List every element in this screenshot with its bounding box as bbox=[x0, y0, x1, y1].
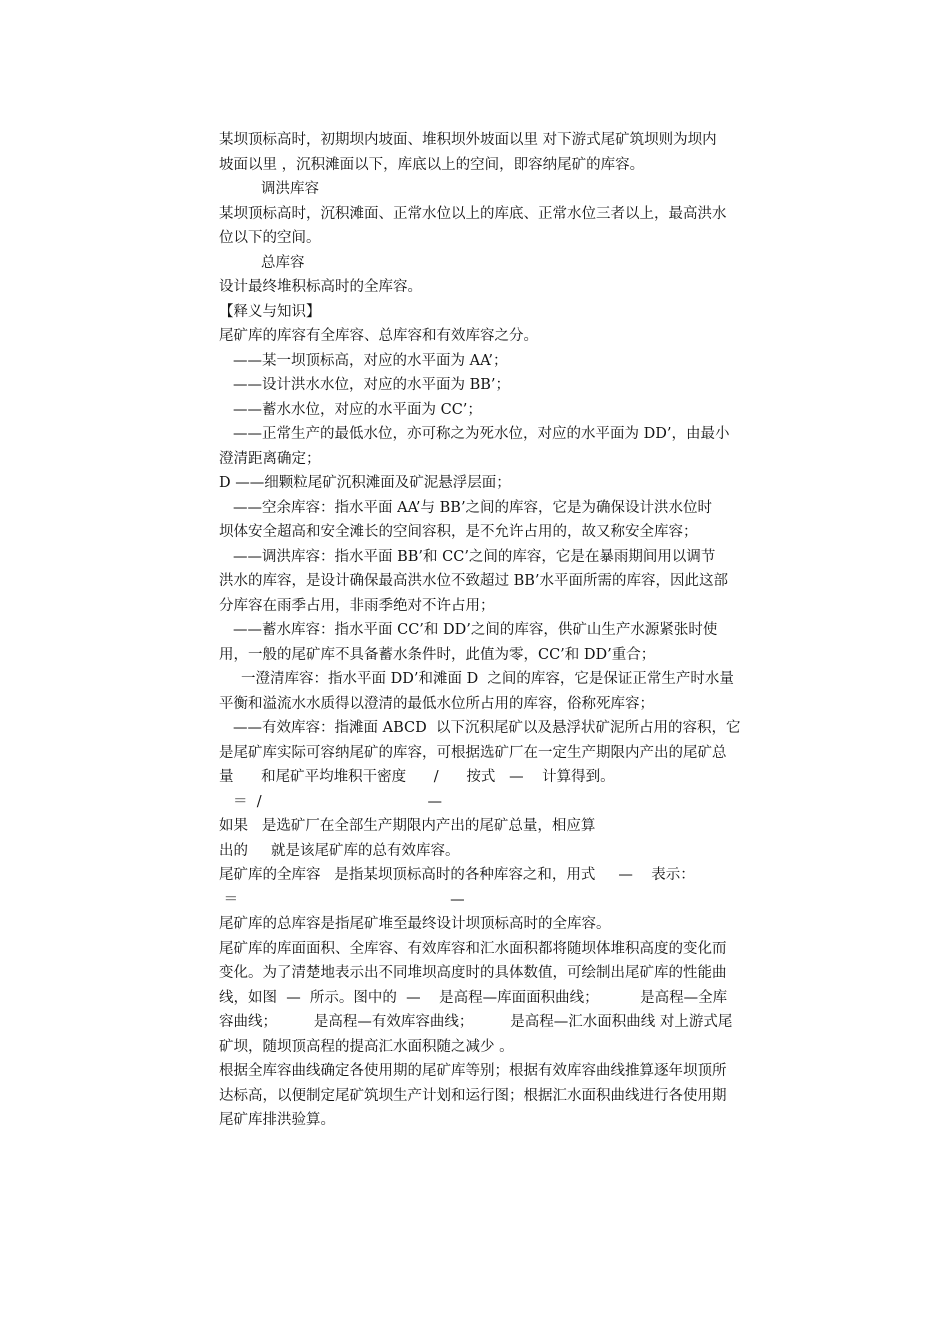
text-line: 是尾矿库实际可容纳尾矿的库容，可根据选矿厂在一定生产期限内产出的尾矿总 bbox=[219, 744, 727, 761]
document-body bbox=[219, 128, 809, 1133]
text-line: 容曲线； 是高程—有效库容曲线； 是高程—汇水面积曲线 对上游式尾 bbox=[219, 1014, 733, 1030]
text-line: 尾矿库排洪验算。 bbox=[219, 1112, 335, 1128]
formula-line: ＝ / — bbox=[233, 793, 443, 810]
list-item: ——蓄水水位，对应的水平面为 CC’； bbox=[233, 401, 482, 418]
text-line: 尾矿库的库容有全库容、总库容和有效库容之分。 bbox=[219, 328, 538, 344]
text-line: 尾矿库的全库容 是指某坝顶标高时的各种库容之和，用式 — 表示： bbox=[219, 867, 695, 883]
text-line: 坝体安全超高和安全滩长的空间容积，是不允许占用的，故又称安全库容； bbox=[219, 524, 698, 540]
text-line: 位以下的空间。 bbox=[219, 230, 321, 246]
text-line: 某坝顶标高时，沉积滩面、正常水位以上的库底、正常水位三者以上，最高洪水 bbox=[219, 205, 727, 222]
list-item: ——正常生产的最低水位，亦可称之为死水位，对应的水平面为 DD’，由最小 bbox=[233, 426, 730, 442]
text-line: 澄清距离确定； bbox=[219, 450, 321, 467]
text-line: 某坝顶标高时，初期坝内坡面、堆积坝外坡面以里 对下游式尾矿筑坝则为坝内 bbox=[219, 132, 717, 148]
list-item: ——蓄水库容：指水平面 CC’和 DD’之间的库容，供矿山生产水源紧张时使 bbox=[233, 622, 718, 638]
section-heading: 调洪库容 bbox=[261, 181, 319, 197]
text-line: 尾矿库的库面面积、全库容、有效库容和汇水面积都将随坝体堆积高度的变化而 bbox=[219, 940, 727, 957]
text-line: 设计最终堆积标高时的全库容。 bbox=[219, 279, 422, 295]
text-line: 根据全库容曲线确定各使用期的尾矿库等别；根据有效库容曲线推算逐年坝顶所 bbox=[219, 1063, 727, 1079]
text-line: 尾矿库的总库容是指尾矿堆至最终设计坝顶标高时的全库容。 bbox=[219, 916, 611, 932]
text-line: 达标高，以便制定尾矿筑坝生产计划和运行图；根据汇水面积曲线进行各使用期 bbox=[219, 1087, 727, 1104]
list-item: ——调洪库容：指水平面 BB’和 CC’之间的库容，它是在暴雨期间用以调节 bbox=[233, 548, 716, 565]
section-heading: 总库容 bbox=[261, 254, 305, 271]
text-line: 平衡和溢流水水质得以澄清的最低水位所占用的库容，俗称死库容； bbox=[219, 695, 654, 712]
text-line: 变化。为了清楚地表示出不同堆坝高度时的具体数值，可绘制出尾矿库的性能曲 bbox=[219, 965, 727, 981]
text-line: 线，如图 — 所示。图中的 — 是高程—库面面积曲线； 是高程—全库 bbox=[219, 989, 728, 1006]
text-line: 分库容在雨季占用，非雨季绝对不许占用； bbox=[219, 597, 495, 614]
list-item: 一澄清库容：指水平面 DD’和滩面 D 之间的库容，它是保证正常生产时水量 bbox=[241, 671, 734, 687]
list-item: ——有效库容：指滩面 ABCD 以下沉积尾矿以及悬浮状矿泥所占用的容积，它 bbox=[233, 720, 741, 736]
text-line: 量 和尾矿平均堆积干密度 / 按式 — 计算得到。 bbox=[219, 769, 615, 785]
list-item: D ——细颗粒尾矿沉积滩面及矿泥悬浮层面； bbox=[219, 475, 511, 491]
text-line: 坡面以里 ，沉积滩面以下，库底以上的空间，即容纳尾矿的库容。 bbox=[219, 156, 645, 173]
formula-line: ＝ — bbox=[219, 891, 465, 908]
list-item: ——空余库容：指水平面 AA’与 BB’之间的库容，它是为确保设计洪水位时 bbox=[233, 499, 713, 516]
text-line: 洪水的库容，是设计确保最高洪水位不致超过 BB’水平面所需的库容，因此这部 bbox=[219, 573, 729, 589]
text-line: 出的 就是该尾矿库的总有效库容。 bbox=[219, 842, 460, 859]
list-item: ——某一坝顶标高，对应的水平面为 AA’； bbox=[233, 352, 508, 369]
text-line: 矿坝，随坝顶高程的提高汇水面积随之减少 。 bbox=[219, 1038, 514, 1055]
list-item: ——设计洪水水位，对应的水平面为 BB’； bbox=[233, 377, 511, 393]
section-heading: 【释义与知识】 bbox=[219, 303, 321, 320]
text-line: 如果 是选矿厂在全部生产期限内产出的尾矿总量，相应算 bbox=[219, 818, 596, 834]
text-line: 用，一般的尾矿库不具备蓄水条件时，此值为零，CC’和 DD’重合； bbox=[219, 646, 656, 663]
